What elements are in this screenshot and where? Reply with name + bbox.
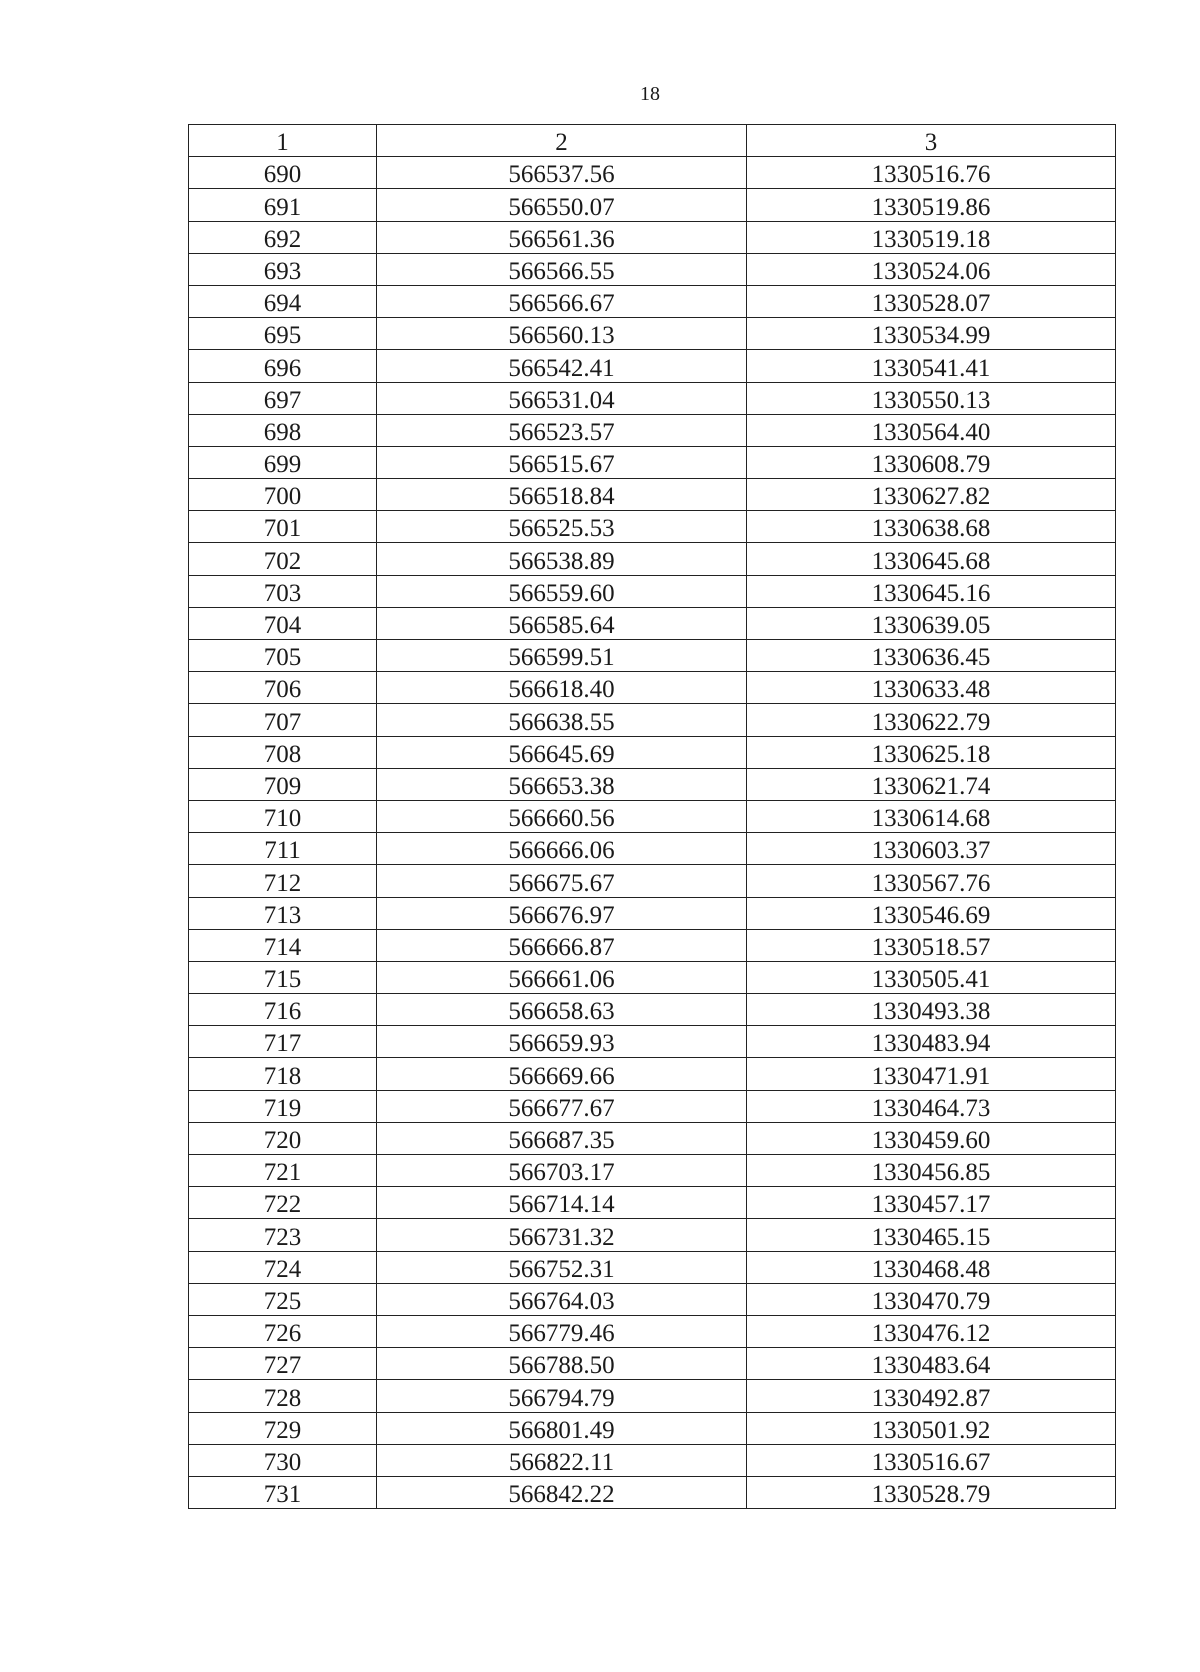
y-coordinate-cell: 1330457.17	[747, 1187, 1116, 1219]
x-coordinate-cell: 566731.32	[377, 1219, 747, 1251]
point-number-cell: 726	[189, 1315, 377, 1347]
y-coordinate-cell: 1330464.73	[747, 1090, 1116, 1122]
x-coordinate-cell: 566764.03	[377, 1283, 747, 1315]
point-number-cell: 719	[189, 1090, 377, 1122]
x-coordinate-cell: 566659.93	[377, 1026, 747, 1058]
point-number-cell: 706	[189, 672, 377, 704]
y-coordinate-cell: 1330636.45	[747, 640, 1116, 672]
point-number-cell: 720	[189, 1122, 377, 1154]
y-coordinate-cell: 1330564.40	[747, 414, 1116, 446]
page-number: 18	[640, 83, 660, 105]
y-coordinate-cell: 1330501.92	[747, 1412, 1116, 1444]
point-number-cell: 730	[189, 1444, 377, 1476]
table-row	[189, 1155, 1116, 1187]
table-row	[189, 929, 1116, 961]
point-number-cell: 707	[189, 704, 377, 736]
x-coordinate-cell: 566666.87	[377, 929, 747, 961]
table-row	[189, 961, 1116, 993]
point-number-cell: 718	[189, 1058, 377, 1090]
point-number-cell: 697	[189, 382, 377, 414]
y-coordinate-cell: 1330516.76	[747, 157, 1116, 189]
x-coordinate-cell: 566675.67	[377, 865, 747, 897]
y-coordinate-cell: 1330516.67	[747, 1444, 1116, 1476]
point-number-cell: 693	[189, 253, 377, 285]
point-number-cell: 692	[189, 221, 377, 253]
point-number-cell: 699	[189, 446, 377, 478]
y-coordinate-cell: 1330645.16	[747, 575, 1116, 607]
x-coordinate-cell: 566599.51	[377, 640, 747, 672]
x-coordinate-cell: 566658.63	[377, 994, 747, 1026]
y-coordinate-cell: 1330476.12	[747, 1315, 1116, 1347]
x-coordinate-cell: 566638.55	[377, 704, 747, 736]
table-row	[189, 479, 1116, 511]
table-row	[189, 511, 1116, 543]
point-number-cell: 724	[189, 1251, 377, 1283]
table-row	[189, 1090, 1116, 1122]
x-coordinate-cell: 566566.55	[377, 253, 747, 285]
x-coordinate-cell: 566714.14	[377, 1187, 747, 1219]
table-row	[189, 1122, 1116, 1154]
x-coordinate-cell: 566660.56	[377, 800, 747, 832]
point-number-cell: 705	[189, 640, 377, 672]
point-number-cell: 709	[189, 768, 377, 800]
point-number-cell: 728	[189, 1380, 377, 1412]
table-row	[189, 1219, 1116, 1251]
x-coordinate-cell: 566559.60	[377, 575, 747, 607]
x-coordinate-cell: 566842.22	[377, 1476, 747, 1508]
x-coordinate-cell: 566822.11	[377, 1444, 747, 1476]
table-row	[189, 1444, 1116, 1476]
table-row	[189, 253, 1116, 285]
point-number-cell: 717	[189, 1026, 377, 1058]
table-row	[189, 865, 1116, 897]
table-row	[189, 285, 1116, 317]
x-coordinate-cell: 566523.57	[377, 414, 747, 446]
table-row	[189, 800, 1116, 832]
table-row	[189, 704, 1116, 736]
y-coordinate-cell: 1330524.06	[747, 253, 1116, 285]
table-row	[189, 672, 1116, 704]
column-header: 3	[747, 125, 1116, 157]
table-row	[189, 318, 1116, 350]
point-number-cell: 696	[189, 350, 377, 382]
point-number-cell: 731	[189, 1476, 377, 1508]
y-coordinate-cell: 1330465.15	[747, 1219, 1116, 1251]
y-coordinate-cell: 1330614.68	[747, 800, 1116, 832]
x-coordinate-cell: 566677.67	[377, 1090, 747, 1122]
y-coordinate-cell: 1330633.48	[747, 672, 1116, 704]
table-row	[189, 1283, 1116, 1315]
table-row	[189, 157, 1116, 189]
y-coordinate-cell: 1330627.82	[747, 479, 1116, 511]
x-coordinate-cell: 566801.49	[377, 1412, 747, 1444]
x-coordinate-cell: 566531.04	[377, 382, 747, 414]
point-number-cell: 698	[189, 414, 377, 446]
point-number-cell: 727	[189, 1348, 377, 1380]
point-number-cell: 714	[189, 929, 377, 961]
y-coordinate-cell: 1330546.69	[747, 897, 1116, 929]
table-row	[189, 1412, 1116, 1444]
table-row	[189, 640, 1116, 672]
x-coordinate-cell: 566560.13	[377, 318, 747, 350]
x-coordinate-cell: 566788.50	[377, 1348, 747, 1380]
point-number-cell: 712	[189, 865, 377, 897]
y-coordinate-cell: 1330518.57	[747, 929, 1116, 961]
coordinates-table	[188, 124, 1116, 1509]
y-coordinate-cell: 1330468.48	[747, 1251, 1116, 1283]
point-number-cell: 704	[189, 607, 377, 639]
x-coordinate-cell: 566669.66	[377, 1058, 747, 1090]
point-number-cell: 695	[189, 318, 377, 350]
x-coordinate-cell: 566561.36	[377, 221, 747, 253]
x-coordinate-cell: 566687.35	[377, 1122, 747, 1154]
table-row	[189, 382, 1116, 414]
table-row	[189, 1380, 1116, 1412]
x-coordinate-cell: 566779.46	[377, 1315, 747, 1347]
point-number-cell: 711	[189, 833, 377, 865]
y-coordinate-cell: 1330622.79	[747, 704, 1116, 736]
y-coordinate-cell: 1330505.41	[747, 961, 1116, 993]
y-coordinate-cell: 1330528.07	[747, 285, 1116, 317]
table-row	[189, 1026, 1116, 1058]
point-number-cell: 713	[189, 897, 377, 929]
table-row	[189, 736, 1116, 768]
point-number-cell: 725	[189, 1283, 377, 1315]
y-coordinate-cell: 1330603.37	[747, 833, 1116, 865]
table-row	[189, 446, 1116, 478]
table-row	[189, 1251, 1116, 1283]
y-coordinate-cell: 1330608.79	[747, 446, 1116, 478]
x-coordinate-cell: 566666.06	[377, 833, 747, 865]
x-coordinate-cell: 566645.69	[377, 736, 747, 768]
x-coordinate-cell: 566703.17	[377, 1155, 747, 1187]
point-number-cell: 715	[189, 961, 377, 993]
point-number-cell: 700	[189, 479, 377, 511]
point-number-cell: 691	[189, 189, 377, 221]
table-row	[189, 607, 1116, 639]
point-number-cell: 722	[189, 1187, 377, 1219]
y-coordinate-cell: 1330638.68	[747, 511, 1116, 543]
x-coordinate-cell: 566525.53	[377, 511, 747, 543]
table-row	[189, 221, 1116, 253]
y-coordinate-cell: 1330470.79	[747, 1283, 1116, 1315]
table-row	[189, 1187, 1116, 1219]
point-number-cell: 708	[189, 736, 377, 768]
y-coordinate-cell: 1330541.41	[747, 350, 1116, 382]
table-body	[189, 157, 1116, 1509]
x-coordinate-cell: 566585.64	[377, 607, 747, 639]
x-coordinate-cell: 566542.41	[377, 350, 747, 382]
y-coordinate-cell: 1330625.18	[747, 736, 1116, 768]
column-header: 1	[189, 125, 377, 157]
x-coordinate-cell: 566538.89	[377, 543, 747, 575]
y-coordinate-cell: 1330567.76	[747, 865, 1116, 897]
x-coordinate-cell: 566676.97	[377, 897, 747, 929]
y-coordinate-cell: 1330645.68	[747, 543, 1116, 575]
table-row	[189, 414, 1116, 446]
y-coordinate-cell: 1330534.99	[747, 318, 1116, 350]
table-row	[189, 994, 1116, 1026]
point-number-cell: 723	[189, 1219, 377, 1251]
table-row	[189, 575, 1116, 607]
x-coordinate-cell: 566752.31	[377, 1251, 747, 1283]
y-coordinate-cell: 1330483.64	[747, 1348, 1116, 1380]
x-coordinate-cell: 566515.67	[377, 446, 747, 478]
y-coordinate-cell: 1330621.74	[747, 768, 1116, 800]
table-header-row	[189, 125, 1116, 157]
y-coordinate-cell: 1330639.05	[747, 607, 1116, 639]
table-row	[189, 768, 1116, 800]
y-coordinate-cell: 1330471.91	[747, 1058, 1116, 1090]
table-row	[189, 189, 1116, 221]
y-coordinate-cell: 1330456.85	[747, 1155, 1116, 1187]
x-coordinate-cell: 566537.56	[377, 157, 747, 189]
table-row	[189, 833, 1116, 865]
x-coordinate-cell: 566661.06	[377, 961, 747, 993]
y-coordinate-cell: 1330459.60	[747, 1122, 1116, 1154]
point-number-cell: 690	[189, 157, 377, 189]
point-number-cell: 694	[189, 285, 377, 317]
column-header: 2	[377, 125, 747, 157]
x-coordinate-cell: 566550.07	[377, 189, 747, 221]
table-row	[189, 1058, 1116, 1090]
y-coordinate-cell: 1330519.86	[747, 189, 1116, 221]
point-number-cell: 702	[189, 543, 377, 575]
table-row	[189, 1348, 1116, 1380]
y-coordinate-cell: 1330493.38	[747, 994, 1116, 1026]
x-coordinate-cell: 566566.67	[377, 285, 747, 317]
y-coordinate-cell: 1330492.87	[747, 1380, 1116, 1412]
y-coordinate-cell: 1330519.18	[747, 221, 1116, 253]
x-coordinate-cell: 566618.40	[377, 672, 747, 704]
point-number-cell: 710	[189, 800, 377, 832]
point-number-cell: 729	[189, 1412, 377, 1444]
x-coordinate-cell: 566653.38	[377, 768, 747, 800]
y-coordinate-cell: 1330550.13	[747, 382, 1116, 414]
y-coordinate-cell: 1330483.94	[747, 1026, 1116, 1058]
point-number-cell: 716	[189, 994, 377, 1026]
point-number-cell: 721	[189, 1155, 377, 1187]
x-coordinate-cell: 566518.84	[377, 479, 747, 511]
table-row	[189, 1315, 1116, 1347]
table-row	[189, 1476, 1116, 1508]
table-row	[189, 350, 1116, 382]
table-row	[189, 897, 1116, 929]
point-number-cell: 703	[189, 575, 377, 607]
y-coordinate-cell: 1330528.79	[747, 1476, 1116, 1508]
point-number-cell: 701	[189, 511, 377, 543]
x-coordinate-cell: 566794.79	[377, 1380, 747, 1412]
table-row	[189, 543, 1116, 575]
